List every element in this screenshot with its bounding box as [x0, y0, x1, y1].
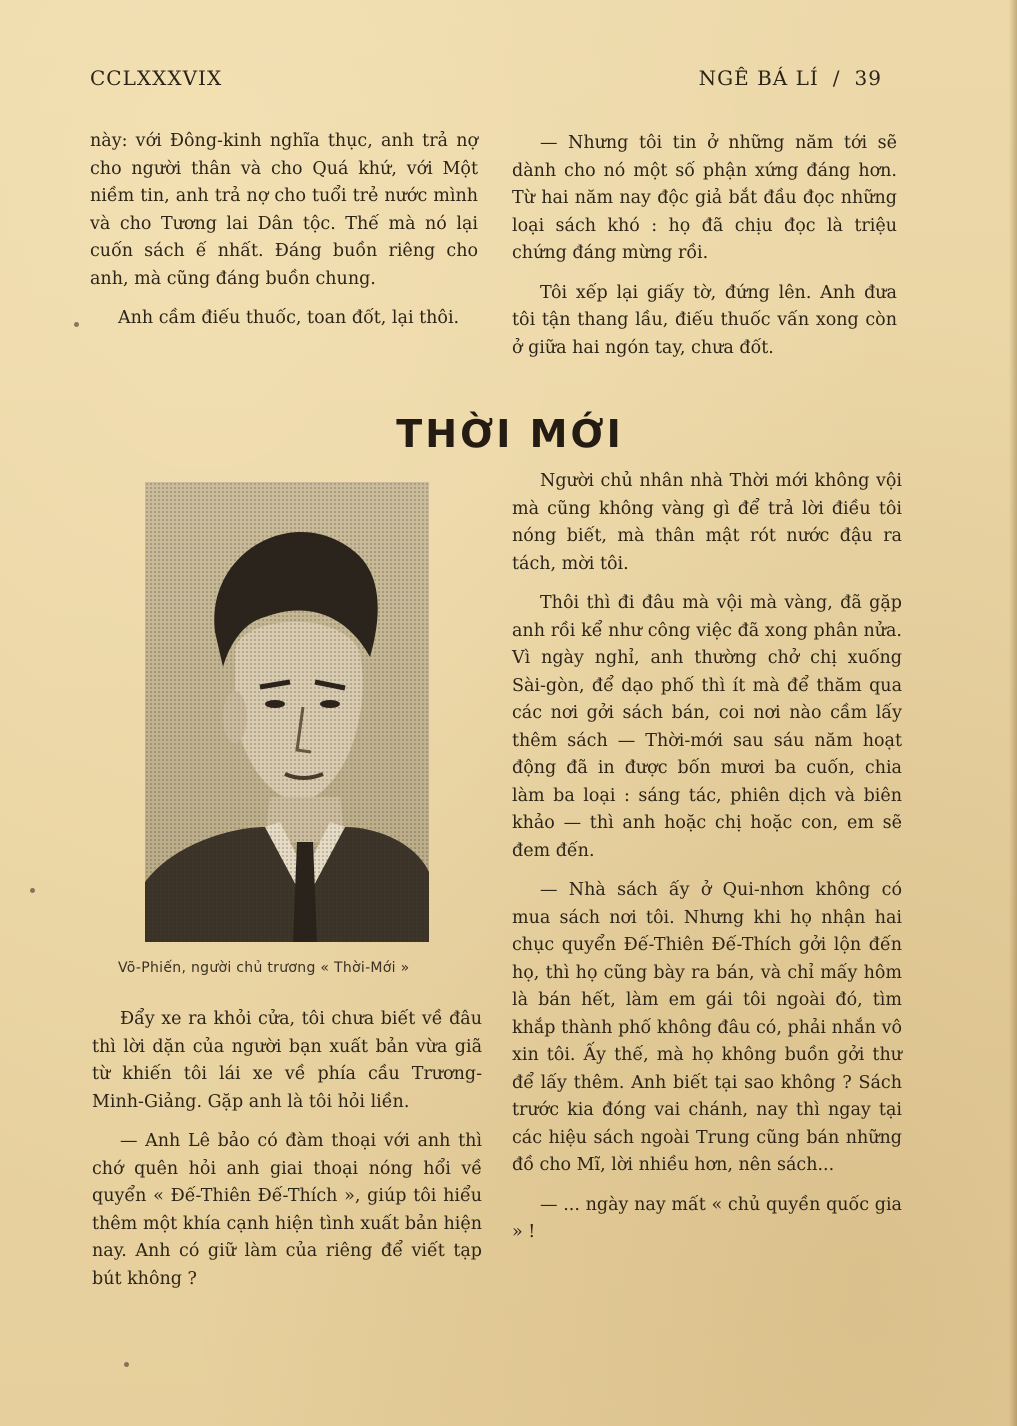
paragraph: này: với Đông-kinh nghĩa thục, anh trả nợ cho người thân và cho Quá khứ, với Một niềm tin, anh trả nợ cho tuổi trẻ nước mình và cho Tương lai Dân tộc. Thế mà nó lại cuốn sách ế nhất. Đáng buồn riêng cho anh, mà cũng đáng buồn chung.: [90, 131, 478, 289]
paragraph: Người chủ nhân nhà Thời mới không vội mà cũng không vàng gì để trả lời điều tôi nóng biết, mà thân mật rót nước đậu ra tách, mời tôi.: [512, 471, 902, 574]
page-edge-shadow: [1009, 0, 1017, 1426]
page-number: 39: [854, 66, 882, 90]
paragraph: Anh cầm điếu thuốc, toan đốt, lại thôi.: [118, 308, 460, 328]
print-speck: [74, 322, 79, 327]
paragraph: — ... ngày nay mất « chủ quyền quốc gia » !: [512, 1194, 902, 1242]
running-header: [699, 66, 882, 90]
header-separator: /: [832, 66, 841, 90]
photo-caption: Võ-Phiến, người chủ trương « Thời-Mới »: [118, 960, 410, 976]
column-right-bottom: [512, 468, 902, 1259]
column-right-top: [512, 130, 897, 374]
section-title: THỜI MỚI: [396, 412, 624, 456]
portrait-illustration: [145, 482, 429, 942]
paragraph: Đẩy xe ra khỏi cửa, tôi chưa biết về đâu thì lời dặn của người bạn xuất bản vừa giã từ khiến tôi lái xe về phía cầu Trương-Minh-Giảng. Gặp anh là tôi hỏi liền.: [92, 1009, 482, 1112]
paragraph: Tôi xếp lại giấy tờ, đứng lên. Anh đưa tôi tận thang lầu, điếu thuốc vấn xong còn ở giữa hai ngón tay, chưa đốt.: [512, 282, 897, 358]
print-speck: [30, 888, 35, 893]
portrait-photo: [145, 482, 429, 942]
column-left-bottom: [92, 1006, 482, 1305]
paragraph: — Nhưng tôi tin ở những năm tới sẽ dành cho nó một số phận xứng đáng hơn. Từ hai năm nay độc giả bắt đầu đọc những loại sách khó : họ đã chịu đọc là triệu chứng đáng mừng rồi.: [512, 133, 897, 263]
paragraph: — Nhà sách ấy ở Qui-nhơn không có mua sách nơi tôi. Nhưng khi họ nhận hai chục quyển Đế-Thiên Đế-Thích gởi lộn đến họ, thì họ cũng bày ra bán, và chỉ mấy hôm là bán hết, làm em gái tôi ngoài đó, tìm khắp thành phố không đâu có, phải nhắn vô xin tôi. Ấy thế, mà họ không buồn gởi thư để lấy thêm. Anh biết tại sao không ? Sách trước kia đóng vai chánh, nay thì ngay tại các hiệu sách ngoài Trung cũng bán những đồ cho Mĩ, lời nhiều hơn, nên sách...: [512, 880, 902, 1175]
column-left-top: [90, 128, 478, 345]
paragraph: Thôi thì đi đâu mà vội mà vàng, đã gặp anh rồi kể như công việc đã xong phân nửa. Vì ngày nghỉ, anh thường chở chị xuống Sài-gòn, để dạo phố thì ít mà để thăm qua các nơi gởi sách bán, coi nơi nào cầm lấy thêm sách — Thời-mới sau sáu năm hoạt động đã in được bốn mươi ba cuốn, chia làm ba loại : sáng tác, phiên dịch và biên khảo — thì anh hoặc chị hoặc con, em sẽ đem đến.: [512, 593, 902, 861]
print-speck: [124, 1362, 129, 1367]
roman-page-marker: CCLXXXVIX: [90, 66, 223, 90]
paragraph: — Anh Lê bảo có đàm thoại với anh thì chớ quên hỏi anh giai thoại nóng hổi về quyển « Đế-Thiên Đế-Thích », giúp tôi hiểu thêm một khía cạnh hiện tình xuất bản hiện nay. Anh có giữ làm của riêng để viết tạp bút không ?: [92, 1131, 482, 1289]
author-name: NGÊ BÁ LÍ: [698, 66, 819, 90]
